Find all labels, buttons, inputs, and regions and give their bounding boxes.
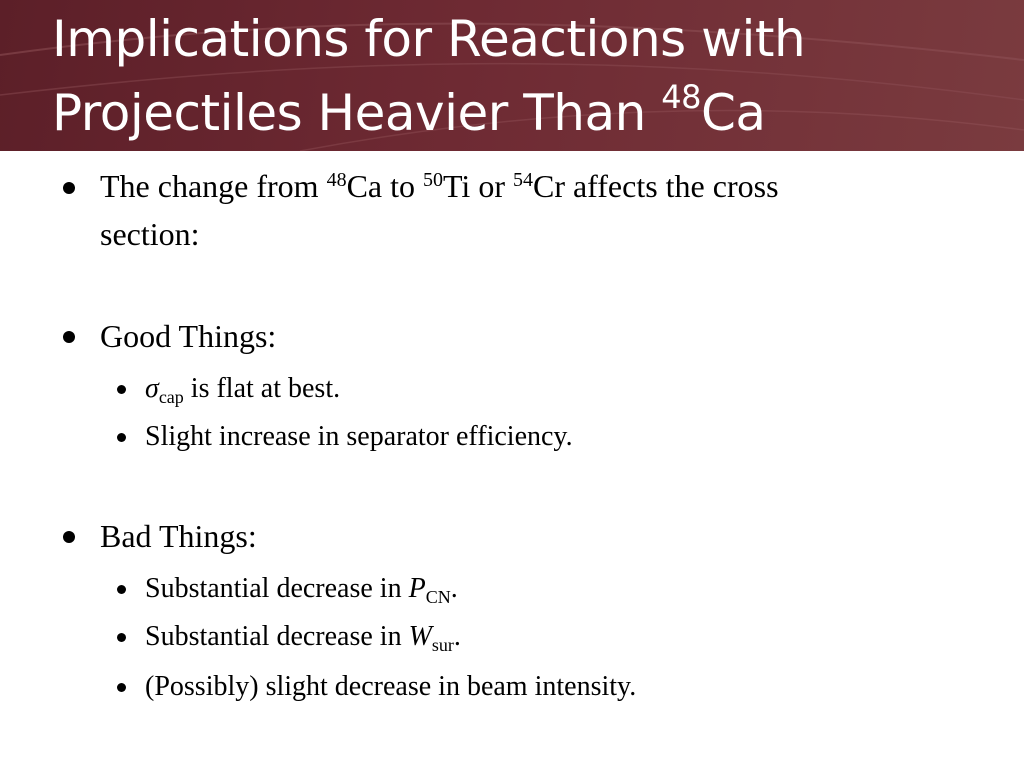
bad-item-pcn [145,570,985,610]
isotope-mass-cr: 54 [512,169,533,191]
good-item-sigma-text: is flat at best. [183,373,341,404]
title-superscript: 48 [661,78,701,117]
isotope-mass-ti: 50 [423,169,443,191]
slide-content [0,151,1024,768]
bullet-change-text-5: section: [100,216,200,252]
bullet-dot [63,182,75,194]
good-things-heading: Good Things: [100,318,277,354]
bullet-change-text-3: Ti or [443,168,513,204]
bad-item-wsur [145,618,985,658]
wsur-subscript: sur [431,635,454,655]
good-item-sigma [145,370,985,410]
sub-bullet-dot [117,433,126,442]
isotope-mass-ca: 48 [326,169,347,191]
good-item-separator: Slight increase in separator efficiency. [145,421,573,452]
bullet-change-text-2: Ca to [346,168,423,204]
bad-item-pcn-text: Substantial decrease in [145,573,409,604]
bad-things-heading: Bad Things: [100,518,257,554]
sub-bullet-dot [117,385,126,394]
title-line-1: Implications for Reactions with [52,10,806,68]
bad-item-wsur-text: Substantial decrease in [145,621,409,652]
title-line-2-tail: Ca [700,84,766,142]
pcn-variable: P [408,573,426,604]
wsur-variable: W [408,621,432,652]
pcn-subscript: CN [425,587,451,607]
bullet-dot [63,531,75,543]
bad-item-beam: (Possibly) slight decrease in beam intensity. [145,671,637,702]
bad-item-wsur-tail: . [453,621,461,652]
bullet-change-text-4: Cr affects the cross [532,168,779,204]
bad-item-pcn-tail: . [450,573,458,604]
title-line-2: Projectiles Heavier Than [52,84,662,142]
bullet-dot [63,331,75,343]
slide-title [52,2,1012,150]
bullet-change [100,165,980,256]
bullet-change-text-1: The change from [100,168,327,204]
sigma-subscript: cap [158,387,184,407]
sigma-symbol: σ [145,373,159,404]
sub-bullet-dot [117,585,126,594]
sub-bullet-dot [117,633,126,642]
sub-bullet-dot [117,683,126,692]
title-bar [0,0,1024,151]
